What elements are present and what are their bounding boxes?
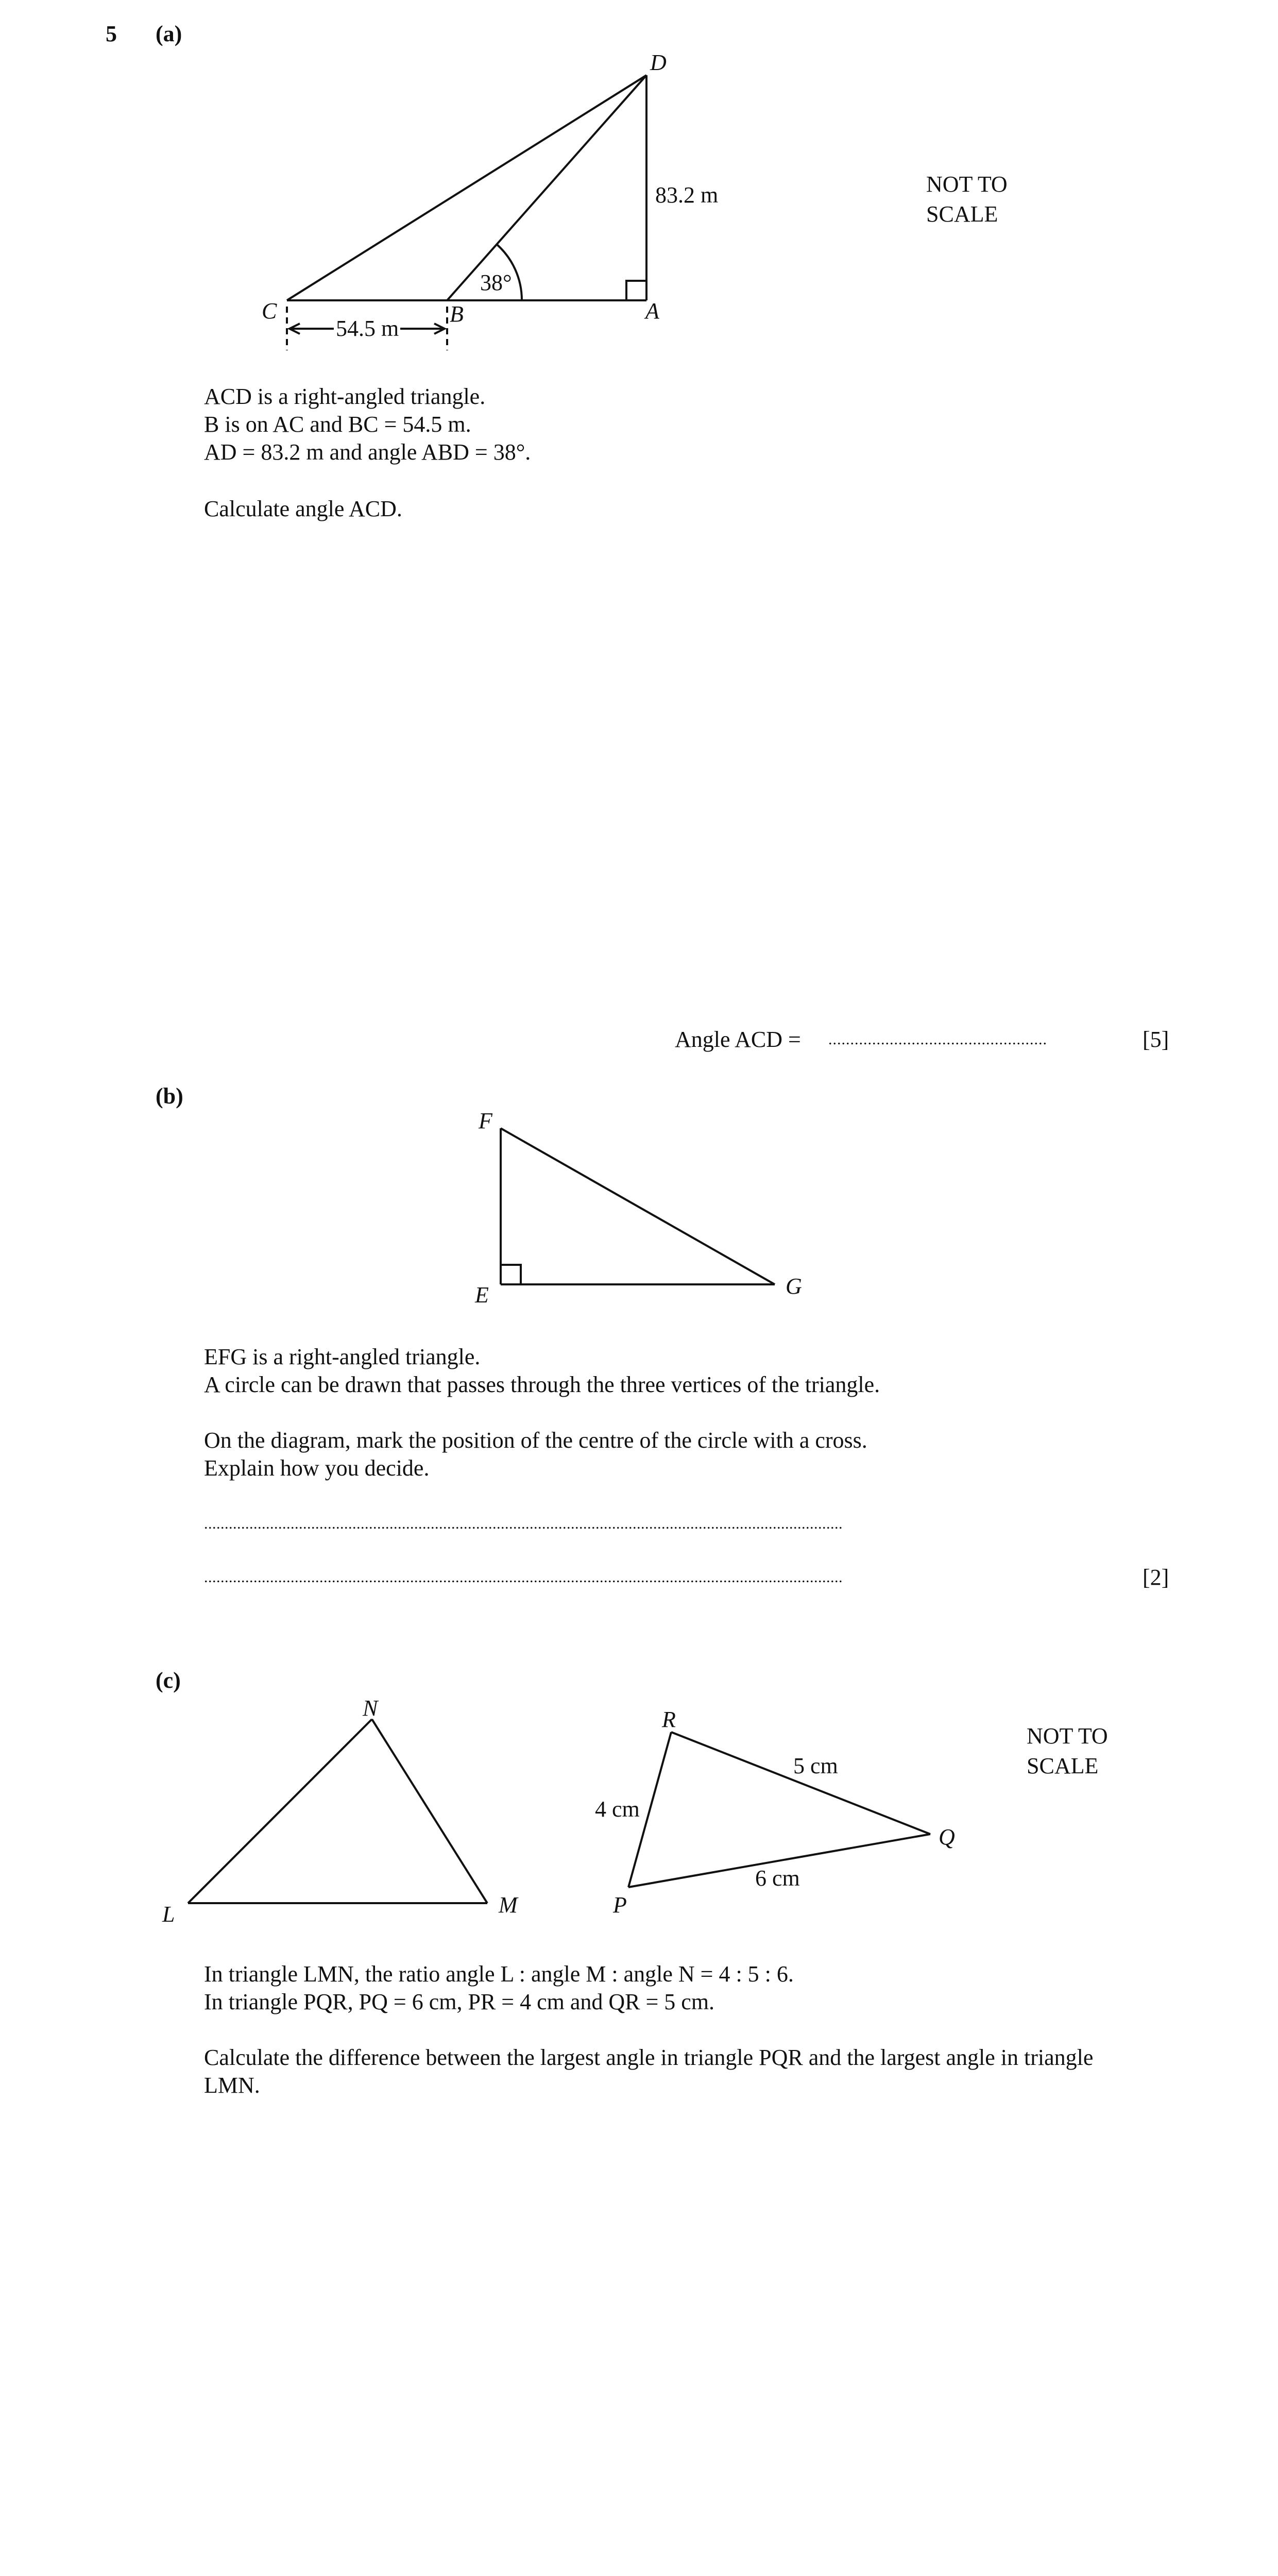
vertex-label-f: F <box>479 1108 492 1133</box>
part-b-instruction-1: On the diagram, mark the position of the centre of the circle with a cross. <box>204 1428 867 1453</box>
part-c-statement-2: In triangle PQR, PQ = 6 cm, PR = 4 cm and QR = 5 cm. <box>204 1989 715 2014</box>
vertex-label-l: L <box>162 1902 175 1927</box>
vertex-label-p: P <box>613 1892 627 1918</box>
not-to-scale-c-line2: SCALE <box>1027 1753 1099 1778</box>
part-b-instruction-2: Explain how you decide. <box>204 1455 430 1481</box>
vertex-label-a: A <box>645 298 659 324</box>
length-label-pq: 6 cm <box>755 1866 800 1891</box>
part-a-marks: [5] <box>1143 1027 1169 1052</box>
part-c-instruction-line-1: Calculate the difference between the largest angle in triangle PQR and the largest angle in triangle <box>204 2045 1094 2070</box>
part-b-statement-2: A circle can be drawn that passes through the three vertices of the triangle. <box>204 1372 880 1397</box>
vertex-label-n: N <box>363 1696 378 1721</box>
not-to-scale-line2: SCALE <box>926 201 998 227</box>
part-b-answer-line-1[interactable]: ........................................................................................................................................................... <box>204 1515 843 1532</box>
part-b-answer-line-2[interactable]: ........................................................................................................................................................... <box>204 1569 843 1586</box>
part-a-statement-1: ACD is a right-angled triangle. <box>204 384 486 409</box>
part-b-statement-1: EFG is a right-angled triangle. <box>204 1344 481 1369</box>
length-label-rq: 5 cm <box>793 1753 838 1778</box>
length-label-ad: 83.2 m <box>655 182 719 208</box>
part-a-answer-line[interactable]: .................................................. <box>828 1031 1047 1048</box>
vertex-label-q: Q <box>939 1824 955 1850</box>
part-a-label: (a) <box>156 21 182 46</box>
not-to-scale-c-line1: NOT TO <box>1027 1723 1108 1749</box>
vertex-label-d: D <box>650 50 667 75</box>
side-nm <box>372 1719 487 1903</box>
vertex-label-b: B <box>450 301 464 327</box>
part-a-instruction: Calculate angle ACD. <box>204 496 402 521</box>
vertex-label-m: M <box>499 1892 518 1918</box>
question-number: 5 <box>106 21 117 46</box>
length-label-bc: 54.5 m <box>336 316 399 341</box>
length-label-pr: 4 cm <box>595 1797 640 1822</box>
vertex-label-g: G <box>786 1274 802 1299</box>
not-to-scale-line1: NOT TO <box>926 172 1008 197</box>
part-c-statement-1: In triangle LMN, the ratio angle L : angle M : angle N = 4 : 5 : 6. <box>204 1961 794 1987</box>
part-a-statement-2: B is on AC and BC = 54.5 m. <box>204 412 471 437</box>
part-a-statement-3: AD = 83.2 m and angle ABD = 38°. <box>204 439 531 465</box>
part-b-marks: [2] <box>1143 1565 1169 1590</box>
part-a-answer-label: Angle ACD = <box>675 1027 801 1052</box>
part-c-instruction-line-2: LMN. <box>204 2073 260 2098</box>
angle-label-abd: 38° <box>480 270 512 295</box>
vertex-label-c: C <box>262 298 277 324</box>
side-rq <box>671 1732 930 1834</box>
part-c-label: (c) <box>156 1668 181 1693</box>
part-b-label: (b) <box>156 1083 183 1109</box>
vertex-label-r: R <box>662 1707 676 1732</box>
vertex-label-e: E <box>475 1282 489 1308</box>
side-ln <box>188 1719 372 1903</box>
